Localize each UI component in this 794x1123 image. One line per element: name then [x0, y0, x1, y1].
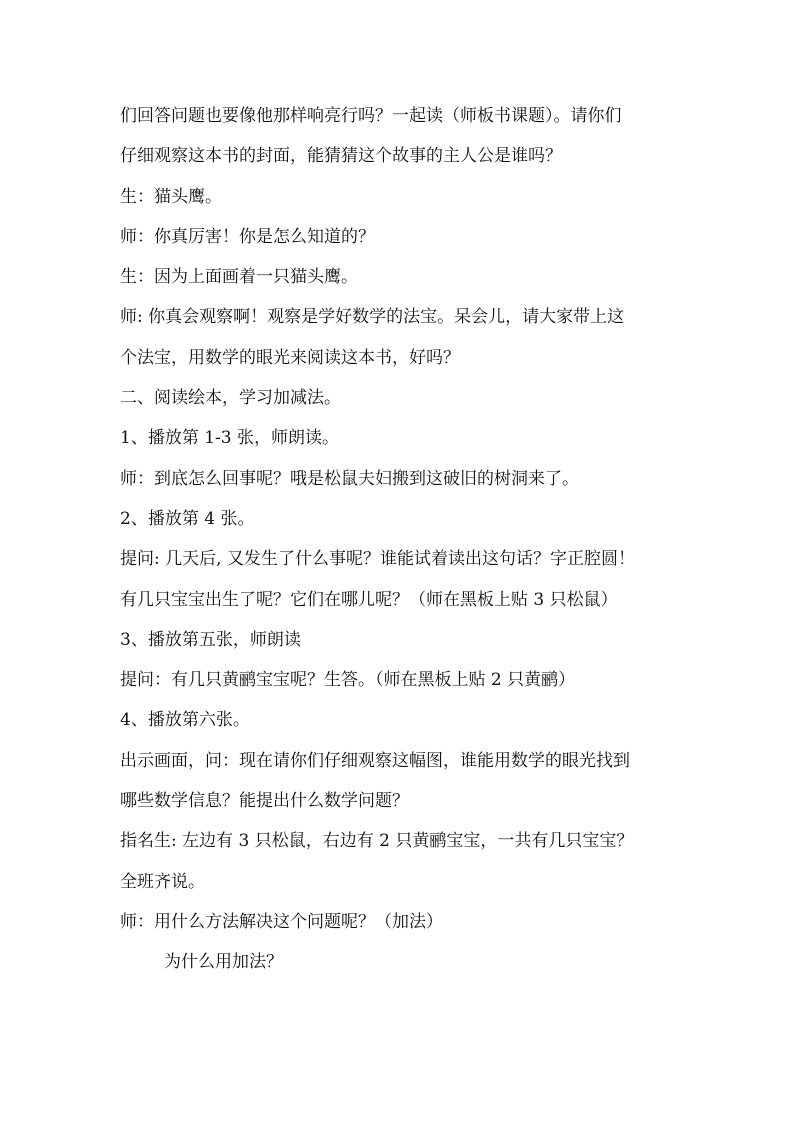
text-line: 全班齐说。 [120, 871, 205, 892]
text-line: 3、播放第五张，师朗读 [120, 629, 301, 650]
text-line: 提问: 几天后, 又发生了什么事呢？谁能试着读出这句话？字正腔圆！ [120, 549, 635, 570]
text-line: 1、播放第 1-3 张，师朗读。 [120, 428, 339, 449]
lesson-plan-text [120, 96, 690, 983]
text-line: 仔细观察这本书的封面，能猜猜这个故事的主人公是谁吗？ [120, 146, 562, 167]
text-line: 师：你真厉害！你是怎么知道的？ [120, 226, 375, 247]
text-line: 有几只宝宝出生了呢？它们在哪儿呢？（师在黑板上贴 3 只松鼠） [120, 589, 618, 610]
text-line: 2、播放第 4 张。 [120, 508, 255, 529]
text-line: 生：因为上面画着一只猫头鹰。 [120, 267, 358, 288]
text-line: 4、播放第六张。 [120, 710, 250, 731]
text-line: 出示画面，问：现在请你们仔细观察这幅图，谁能用数学的眼光找到 [120, 750, 630, 771]
text-line: 提问：有几只黄鹂宝宝呢？生答。（师在黑板上贴 2 只黄鹂） [120, 670, 576, 691]
text-line: 师：到底怎么回事呢？哦是松鼠夫妇搬到这破旧的树洞来了。 [120, 468, 579, 489]
text-line: 们回答问题也要像他那样响亮行吗？一起读（师板书课题）。请你们 [120, 106, 622, 126]
text-line: 个法宝，用数学的眼光来阅读这本书，好吗？ [120, 347, 460, 368]
text-line-indented: 为什么用加法？ [164, 952, 283, 973]
text-line: 指名生: 左边有 3 只松鼠，右边有 2 只黄鹂宝宝，一共有几只宝宝？ [120, 831, 634, 852]
section-heading: 二、阅读绘本，学习加减法。 [120, 388, 341, 409]
text-line: 哪些数学信息？能提出什么数学问题？ [120, 791, 409, 812]
text-line: 生：猫头鹰。 [120, 186, 222, 207]
text-line: 师: 你真会观察啊！观察是学好数学的法宝。呆会儿，请大家带上这 [120, 307, 625, 328]
text-line: 师：用什么方法解决这个问题呢？（加法） [120, 911, 443, 932]
